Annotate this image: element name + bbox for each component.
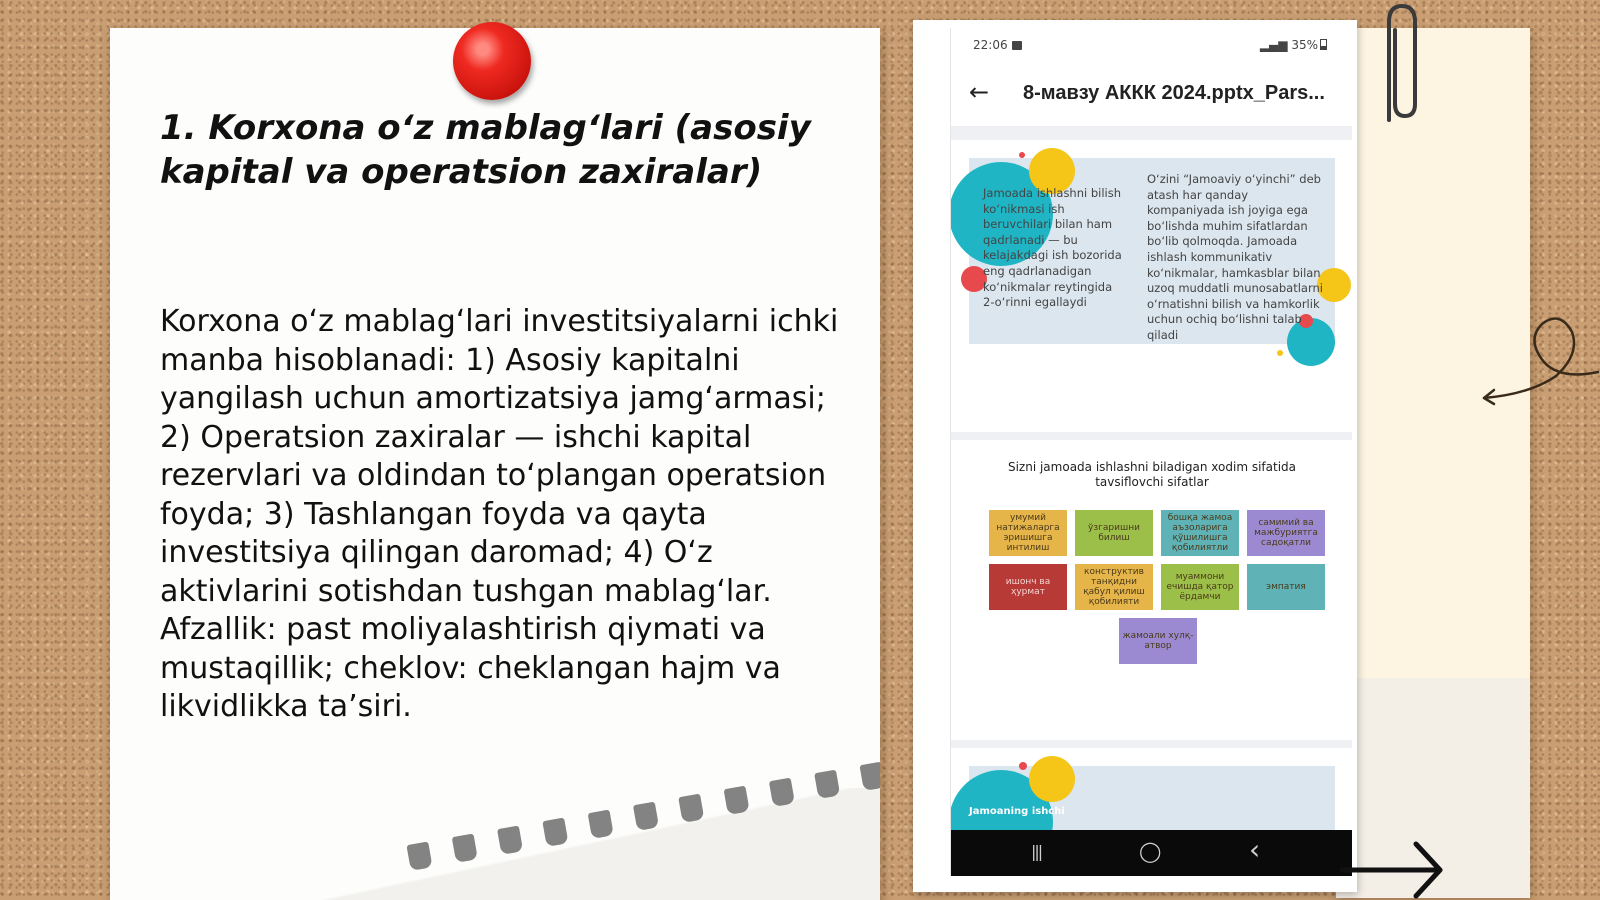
slide-1-content [969, 158, 1335, 344]
quality-tile: эмпатия [1247, 564, 1325, 610]
yellow-dot-decoration [1277, 350, 1283, 356]
quality-tile: бошқа жамоа аъзоларига қўшилишга қобилиятли [1161, 510, 1239, 556]
slide-thumbnail-1[interactable] [951, 140, 1352, 432]
slide-thumbnail-2[interactable] [951, 440, 1352, 740]
slide-2-title: Sizni jamoada ishlashni biladigan xodim sifatida tavsiflovchi sifatlar [1007, 460, 1297, 489]
loop-arrow-doodle [1480, 310, 1600, 410]
note-title: 1. Korxona o‘z mablag‘lari (asosiy kapital va operatsion zaxiralar) [160, 108, 811, 192]
signal-icon: ▂▄▆ [1259, 38, 1292, 52]
note-body: Korxona o‘z mablag‘lari investitsiyalarni ichki manba hisoblanadi: 1) Asosiy kapitalni yangilash uchun amortizatsiya jamg‘armasi; 2) Operatsion zaxiralar — ishchi kapital rezervlari va oldindan to‘plangan operatsion foyda; 3) Tashlangan foyda va qayta investitsiya qilingan daromad; 4) O‘z aktivlarini sotishdan tushgan mablag‘lar. Afzallik: past moliyalashtirish qiymati va mustaqillik; cheklov: cheklangan hajm va likvidlikka ta’siri. [160, 304, 839, 724]
status-bar [951, 28, 1352, 62]
slide-1-right-text: O‘zini “Jamoaviy o‘yinchi” deb atash har qanday kompaniyada ish joyiga ega bo‘lishda muhim sifatlardan bo‘lib qolmoqda. Jamoada ishlash kommunikativ ko‘nikmalar, hamkasblar bilan uzoq muddatli munosabatlarni o‘rnatishni bilish va hamkorlik uchun ochiq bo‘lishni talab qiladi [1147, 172, 1323, 342]
torn-edge-decoration [406, 748, 880, 900]
quality-tile: муаммони ечишда қатор ёрдамчи [1161, 564, 1239, 610]
back-arrow-icon[interactable]: ← [969, 78, 990, 106]
arrow-right-doodle [1340, 840, 1450, 900]
quality-tile: умумий натижаларга эришишга интилиш [989, 510, 1067, 556]
slide-3-label: Jamoaning ishchi [969, 806, 1065, 817]
pushpin-icon [453, 22, 531, 100]
quality-tile: ўзгаришни билиш [1075, 510, 1153, 556]
nav-back-icon[interactable]: ‹ [1249, 833, 1261, 866]
battery-icon [1320, 39, 1327, 50]
status-time: 22:06 [973, 38, 1022, 52]
home-icon[interactable]: ◯ [1139, 839, 1162, 863]
slide-1-left-text: Jamoada ishlashni bilish ko‘nikmasi ish beruvchilari bilan ham qadrlanadi — bu kelajakdagi ish bozorida eng qadrlanadigan ko‘nikmalar reytingida 2-o‘rinni egallaydi [983, 186, 1122, 310]
document-title: 8-мавзу АККК 2024.pptx_Pars... [1023, 82, 1325, 104]
red-dot-decoration-3 [1019, 762, 1027, 770]
cream-paper [1336, 28, 1530, 898]
app-bar [951, 62, 1352, 126]
quality-tile: ишонч ва ҳурмат [989, 564, 1067, 610]
quality-tile: конструктив танқидни қабул қилиш қобилияти [1075, 564, 1153, 610]
red-dot-decoration [1019, 152, 1025, 158]
yellow-circle-decoration-3 [1029, 756, 1075, 802]
battery-percent: 35% [1291, 38, 1318, 52]
status-indicators [1260, 38, 1327, 52]
quality-tile: самимий ва мажбуриятга садоқатли [1247, 510, 1325, 556]
note-paper [110, 28, 880, 900]
navigation-bar [951, 830, 1352, 876]
phone-screen [950, 28, 1352, 876]
recent-apps-icon[interactable]: ||| [1031, 842, 1042, 861]
paperclip-icon [1375, 0, 1425, 130]
gallery-icon [1012, 41, 1022, 50]
quality-tile: жамоали хулқ-атвор [1119, 618, 1197, 664]
